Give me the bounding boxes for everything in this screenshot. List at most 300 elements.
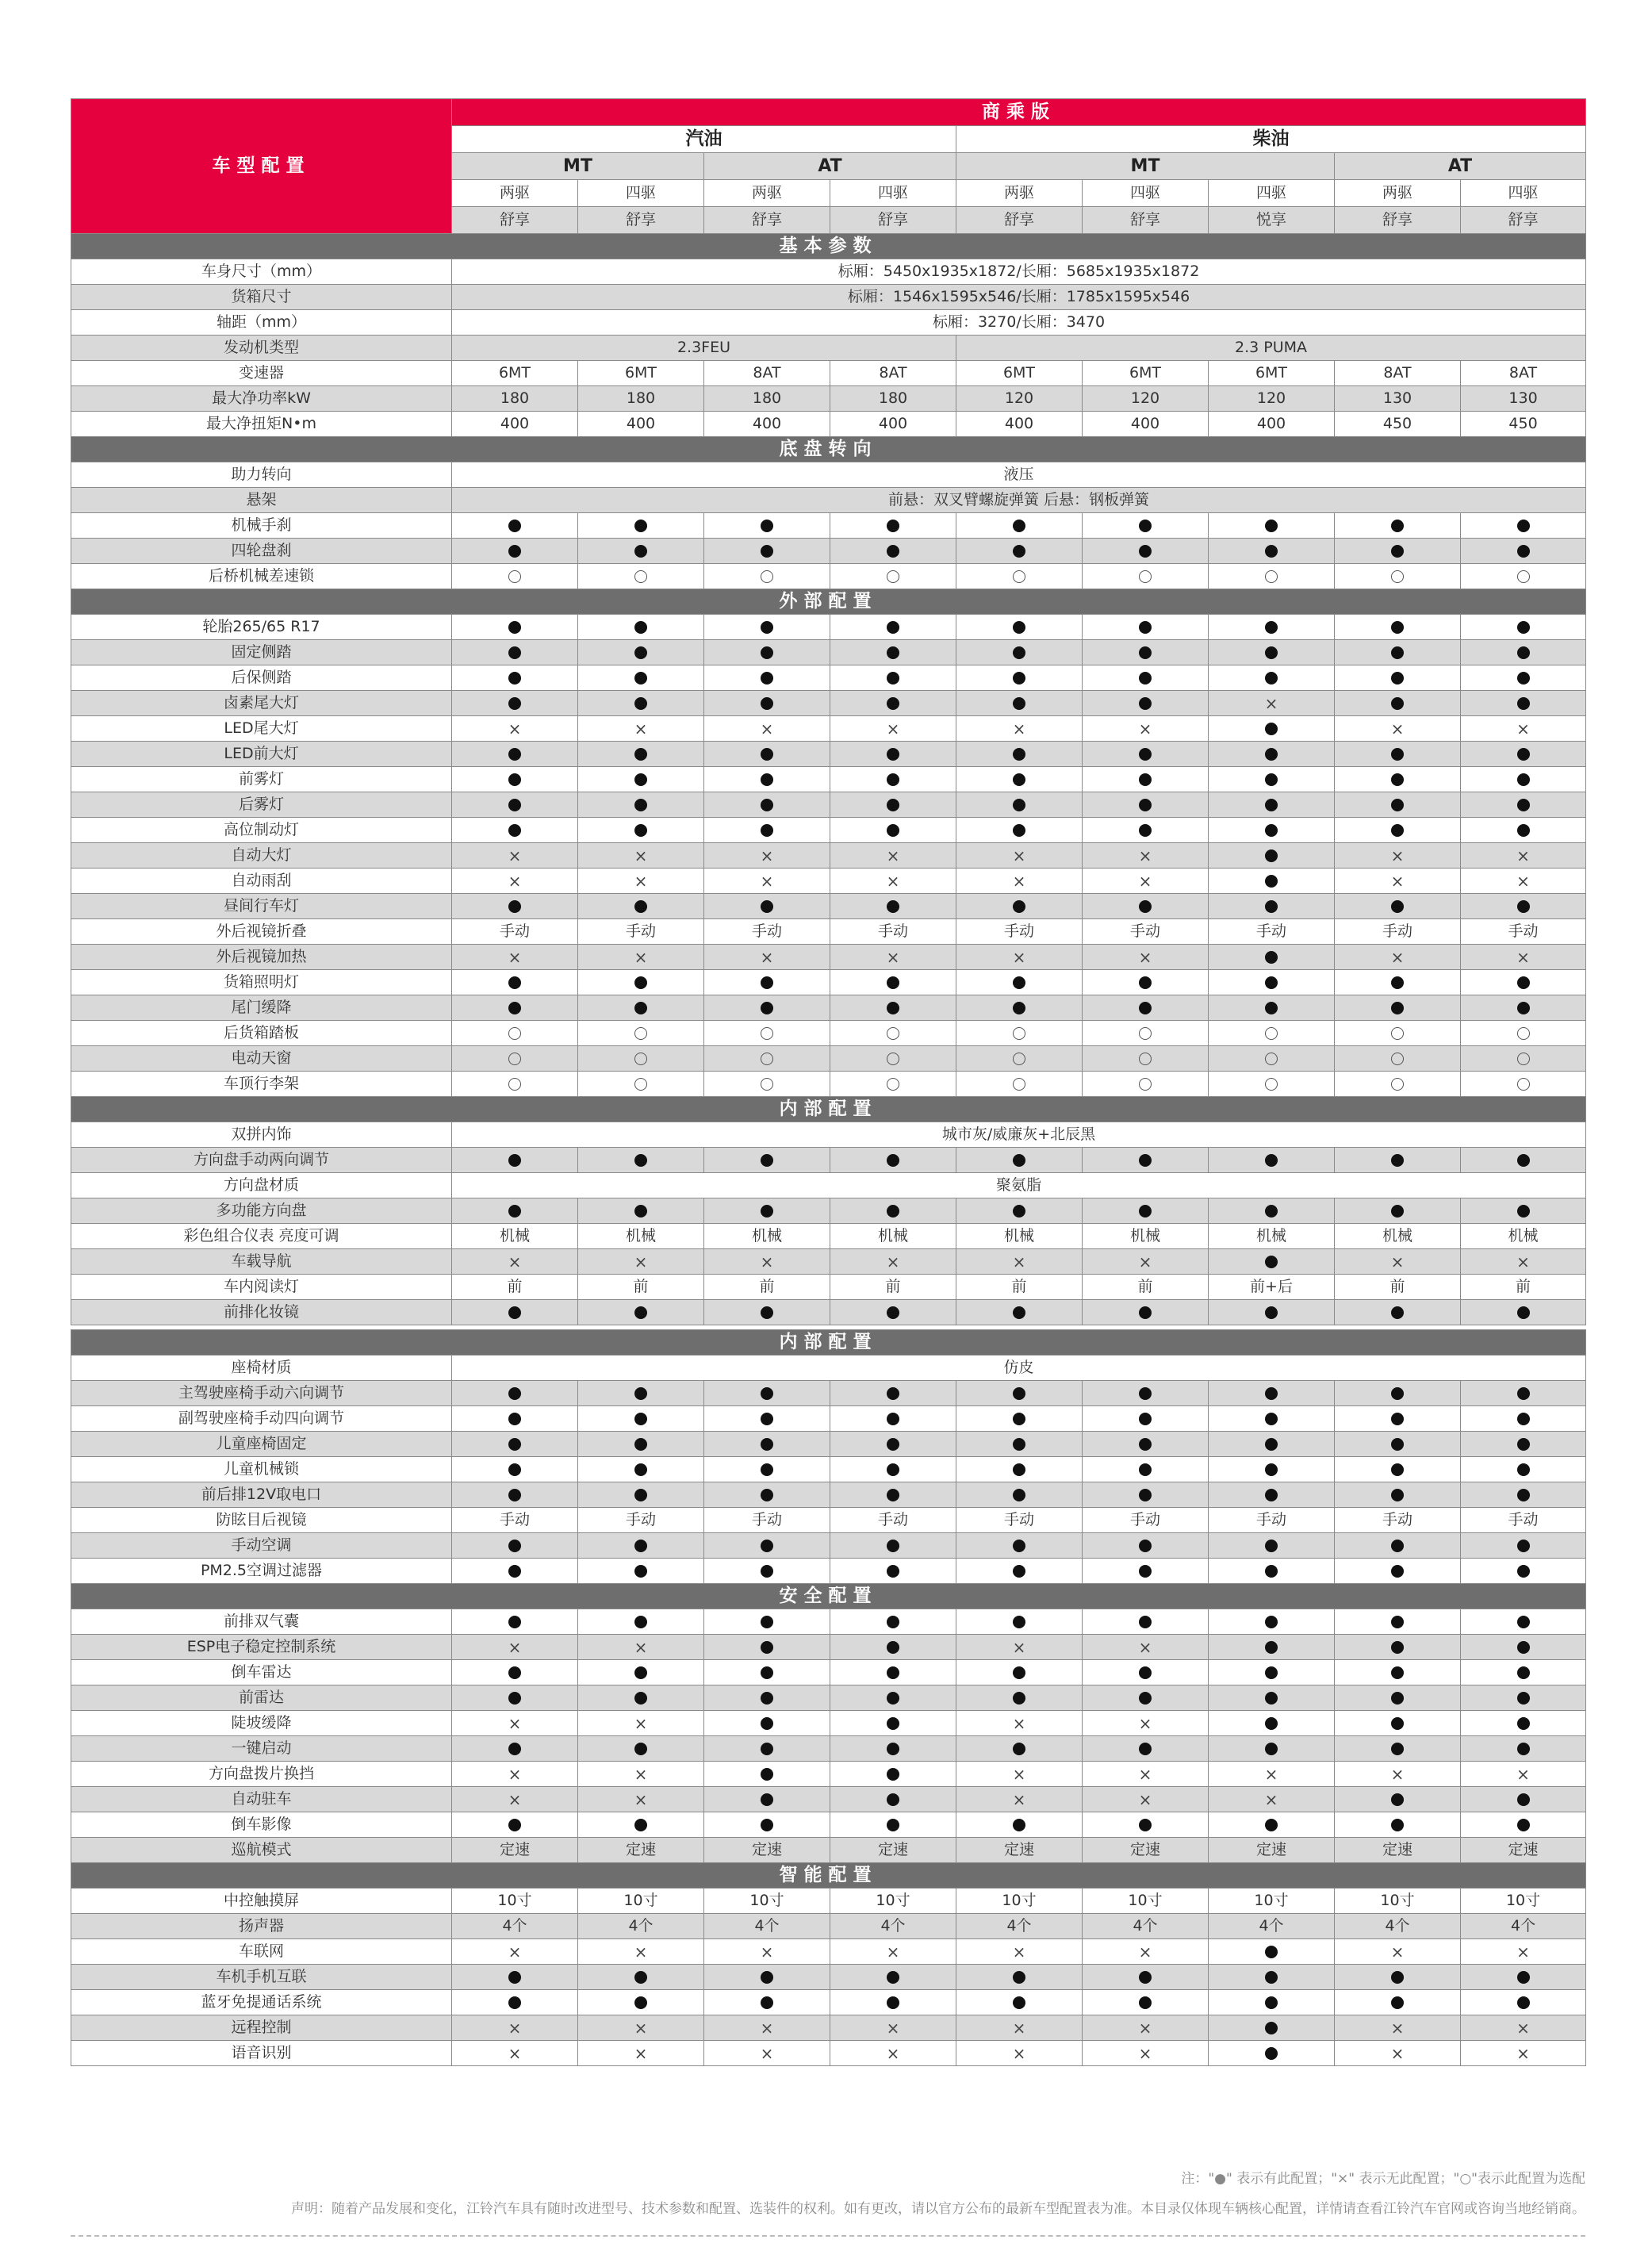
spec-value: 手动 — [1083, 1508, 1209, 1533]
spec-row — [71, 1021, 1586, 1046]
spec-row — [71, 412, 1586, 437]
cross-icon: × — [634, 947, 648, 967]
hollow-circle-icon — [761, 1027, 773, 1040]
filled-circle-icon — [634, 672, 647, 685]
filled-circle-icon — [761, 824, 773, 837]
spec-value — [1083, 945, 1209, 970]
filled-circle-icon — [887, 1002, 899, 1014]
spec-value — [1209, 1021, 1335, 1046]
cross-icon: × — [1138, 2018, 1152, 2038]
spec-value — [578, 1148, 704, 1173]
filled-circle-icon — [508, 1002, 521, 1014]
cross-icon: × — [1012, 846, 1026, 865]
spec-value — [1083, 1381, 1209, 1406]
filled-circle-icon — [508, 1413, 521, 1425]
spec-value — [452, 1812, 578, 1838]
spec-value — [830, 640, 956, 665]
filled-circle-icon — [1265, 545, 1278, 558]
spec-value — [1083, 1406, 1209, 1432]
filled-circle-icon — [761, 1692, 773, 1705]
spec-value: 6MT — [1083, 361, 1209, 386]
filled-circle-icon — [1139, 1616, 1152, 1628]
hollow-circle-icon — [1391, 1027, 1404, 1040]
filled-circle-icon — [634, 976, 647, 989]
spec-value — [704, 1609, 830, 1635]
spec-value — [830, 1635, 956, 1660]
spec-value: 6MT — [578, 361, 704, 386]
spec-value: 手动 — [452, 1508, 578, 1533]
spec-value — [452, 818, 578, 843]
spec-value: 180 — [452, 386, 578, 412]
filled-circle-icon — [1139, 1996, 1152, 2009]
spec-value — [704, 767, 830, 792]
spec-value — [1461, 1711, 1586, 1736]
filled-circle-icon — [1139, 824, 1152, 837]
filled-circle-icon — [508, 697, 521, 710]
spec-value — [704, 615, 830, 640]
filled-circle-icon — [1517, 900, 1530, 913]
spec-row — [71, 1148, 1586, 1173]
filled-circle-icon — [887, 1154, 899, 1167]
spec-value — [1209, 716, 1335, 742]
filled-circle-icon — [1265, 1002, 1278, 1014]
spec-value: 手动 — [452, 919, 578, 945]
cross-icon: × — [1390, 1764, 1405, 1784]
filled-circle-icon — [1391, 1413, 1404, 1425]
drive-header: 四驱 — [1209, 180, 1335, 207]
cross-icon: × — [1390, 846, 1405, 865]
spec-value — [578, 539, 704, 564]
filled-circle-icon — [761, 1205, 773, 1218]
spec-label: 变速器 — [71, 361, 452, 386]
spec-value: 10寸 — [1209, 1889, 1335, 1914]
spec-value — [704, 945, 830, 970]
spec-value — [830, 1609, 956, 1635]
spec-value: 手动 — [830, 1508, 956, 1533]
spec-label: LED尾大灯 — [71, 716, 452, 742]
spec-value: 手动 — [1461, 919, 1586, 945]
spec-value: 手动 — [578, 919, 704, 945]
section-title: 外部配置 — [71, 589, 1586, 615]
spec-row — [71, 1072, 1586, 1097]
spec-value — [956, 1457, 1083, 1482]
filled-circle-icon — [634, 1971, 647, 1984]
cross-icon: × — [1138, 1637, 1152, 1657]
spec-value — [1335, 2015, 1461, 2041]
filled-circle-icon — [1265, 1971, 1278, 1984]
spec-value — [704, 539, 830, 564]
filled-circle-icon — [1517, 1971, 1530, 1984]
spec-label: 外后视镜加热 — [71, 945, 452, 970]
spec-row — [71, 1300, 1586, 1325]
spec-row — [71, 945, 1586, 970]
filled-circle-icon — [1013, 824, 1025, 837]
spec-value: 4个 — [1083, 1914, 1209, 1939]
spec-value: 4个 — [452, 1914, 578, 1939]
spec-value — [1335, 767, 1461, 792]
filled-circle-icon — [1391, 1743, 1404, 1755]
filled-circle-icon — [1139, 520, 1152, 532]
filled-circle-icon — [508, 824, 521, 837]
filled-circle-icon — [761, 1616, 773, 1628]
spec-value — [578, 716, 704, 742]
spec-value — [704, 869, 830, 894]
spec-label: 儿童座椅固定 — [71, 1432, 452, 1457]
filled-circle-icon — [1139, 697, 1152, 710]
filled-circle-icon — [1391, 1666, 1404, 1679]
filled-circle-icon — [1391, 1438, 1404, 1451]
spec-value — [830, 894, 956, 919]
spec-value: 定速 — [1209, 1838, 1335, 1863]
spec-value — [830, 1072, 956, 1097]
hollow-circle-icon — [1517, 570, 1530, 583]
spec-value: 400 — [452, 412, 578, 437]
cross-icon: × — [1516, 947, 1530, 967]
spec-value — [704, 2015, 830, 2041]
spec-value — [578, 1021, 704, 1046]
spec-label: 双拼内饰 — [71, 1122, 452, 1148]
cross-icon: × — [1012, 1764, 1026, 1784]
filled-circle-icon — [761, 1743, 773, 1755]
spec-value — [1083, 615, 1209, 640]
spec-value — [1335, 1762, 1461, 1787]
spec-value — [1209, 665, 1335, 691]
spec-row — [71, 615, 1586, 640]
filled-circle-icon — [1139, 976, 1152, 989]
filled-circle-icon — [1391, 1717, 1404, 1730]
filled-circle-icon — [887, 1413, 899, 1425]
spec-value — [956, 1635, 1083, 1660]
spec-label: 手动空调 — [71, 1533, 452, 1559]
spec-label: 后货箱踏板 — [71, 1021, 452, 1046]
spec-value — [956, 1148, 1083, 1173]
spec-value — [830, 1533, 956, 1559]
filled-circle-icon — [508, 748, 521, 761]
cross-icon: × — [1264, 693, 1278, 713]
spec-value — [1209, 1812, 1335, 1838]
cross-icon: × — [634, 1252, 648, 1271]
spec-row — [71, 2041, 1586, 2066]
spec-value — [1335, 2041, 1461, 2066]
spec-value — [1209, 2015, 1335, 2041]
filled-circle-icon — [1265, 672, 1278, 685]
spec-value — [1083, 1787, 1209, 1812]
cross-icon: × — [508, 1252, 522, 1271]
filled-circle-icon — [1013, 1666, 1025, 1679]
spec-row — [71, 665, 1586, 691]
spec-value — [830, 818, 956, 843]
filled-circle-icon — [1517, 1666, 1530, 1679]
section-header — [71, 234, 1586, 259]
spec-value — [452, 843, 578, 869]
spec-row — [71, 691, 1586, 716]
spec-value — [956, 1300, 1083, 1325]
spec-value — [956, 1711, 1083, 1736]
spec-row — [71, 1762, 1586, 1787]
filled-circle-icon — [1139, 1413, 1152, 1425]
filled-circle-icon — [761, 799, 773, 811]
spec-value: 手动 — [830, 919, 956, 945]
spec-value — [1083, 564, 1209, 589]
cross-icon: × — [1138, 1252, 1152, 1271]
spec-value — [1461, 970, 1586, 995]
spec-value — [578, 1736, 704, 1762]
spec-value-span: 标厢：1546x1595x546/长厢：1785x1595x546 — [452, 285, 1586, 310]
filled-circle-icon — [761, 773, 773, 786]
spec-value — [956, 1609, 1083, 1635]
filled-circle-icon — [887, 697, 899, 710]
spec-value — [578, 1812, 704, 1838]
spec-value — [452, 1533, 578, 1559]
filled-circle-icon — [1265, 1256, 1278, 1268]
filled-circle-icon — [1391, 1616, 1404, 1628]
spec-label: 前雾灯 — [71, 767, 452, 792]
spec-value — [1335, 640, 1461, 665]
spec-row — [71, 970, 1586, 995]
filled-circle-icon — [1265, 646, 1278, 659]
filled-circle-icon — [634, 1743, 647, 1755]
filled-circle-icon — [887, 976, 899, 989]
spec-label: 自动雨刮 — [71, 869, 452, 894]
filled-circle-icon — [1517, 1692, 1530, 1705]
spec-row — [71, 2015, 1586, 2041]
filled-circle-icon — [1391, 672, 1404, 685]
spec-value — [452, 945, 578, 970]
spec-value — [578, 615, 704, 640]
hollow-circle-icon — [1013, 1027, 1025, 1040]
spec-value — [956, 2041, 1083, 2066]
spec-value — [956, 869, 1083, 894]
spec-value — [956, 945, 1083, 970]
spec-value — [1209, 894, 1335, 919]
spec-value — [578, 1533, 704, 1559]
spec-value — [830, 615, 956, 640]
spec-label: 副驾驶座椅手动四向调节 — [71, 1406, 452, 1432]
filled-circle-icon — [1013, 646, 1025, 659]
hollow-circle-icon — [1391, 570, 1404, 583]
spec-value — [1461, 2041, 1586, 2066]
spec-value — [1335, 1685, 1461, 1711]
spec-value: 手动 — [1083, 919, 1209, 945]
spec-value — [956, 691, 1083, 716]
spec-value — [452, 1148, 578, 1173]
cross-icon: × — [1138, 719, 1152, 738]
spec-label: 机械手刹 — [71, 513, 452, 539]
spec-value: 120 — [956, 386, 1083, 412]
spec-value: 10寸 — [1083, 1889, 1209, 1914]
spec-value: 定速 — [1335, 1838, 1461, 1863]
spec-value: 机械 — [1209, 1224, 1335, 1249]
spec-value — [956, 894, 1083, 919]
spec-value — [956, 792, 1083, 818]
filled-circle-icon — [761, 1717, 773, 1730]
filled-circle-icon — [1139, 1743, 1152, 1755]
section-title: 智能配置 — [71, 1863, 1586, 1889]
spec-row — [71, 1812, 1586, 1838]
cross-icon: × — [1012, 871, 1026, 891]
section-header — [71, 437, 1586, 462]
filled-circle-icon — [1517, 621, 1530, 634]
spec-value: 8AT — [704, 361, 830, 386]
spec-value — [830, 792, 956, 818]
cross-icon: × — [634, 871, 648, 891]
spec-value — [1461, 1736, 1586, 1762]
filled-circle-icon — [887, 1438, 899, 1451]
spec-value — [830, 691, 956, 716]
spec-value — [1461, 818, 1586, 843]
filled-circle-icon — [887, 1565, 899, 1578]
spec-row — [71, 462, 1586, 488]
spec-value — [1209, 1432, 1335, 1457]
spec-row — [71, 1432, 1586, 1457]
spec-value: 10寸 — [1335, 1889, 1461, 1914]
spec-value — [452, 792, 578, 818]
spec-label: 车顶行李架 — [71, 1072, 452, 1097]
spec-row — [71, 894, 1586, 919]
spec-value — [704, 1965, 830, 1990]
spec-row — [71, 1198, 1586, 1224]
filled-circle-icon — [1517, 672, 1530, 685]
trim-header: 舒享 — [578, 207, 704, 234]
trim-header: 舒享 — [830, 207, 956, 234]
section-title: 基本参数 — [71, 234, 1586, 259]
filled-circle-icon — [1517, 1616, 1530, 1628]
spec-value — [1209, 1711, 1335, 1736]
filled-circle-icon — [508, 672, 521, 685]
spec-value: 4个 — [578, 1914, 704, 1939]
filled-circle-icon — [761, 1819, 773, 1831]
spec-value — [830, 1482, 956, 1508]
filled-circle-icon — [634, 1413, 647, 1425]
hollow-circle-icon — [508, 1053, 521, 1065]
cross-icon: × — [508, 1637, 522, 1657]
filled-circle-icon — [887, 1666, 899, 1679]
filled-circle-icon — [1139, 545, 1152, 558]
spec-value — [956, 818, 1083, 843]
spec-value — [956, 995, 1083, 1021]
cross-icon: × — [508, 719, 522, 738]
filled-circle-icon — [761, 1641, 773, 1654]
spec-value — [452, 1198, 578, 1224]
filled-circle-icon — [887, 1692, 899, 1705]
cross-icon: × — [760, 2018, 774, 2038]
filled-circle-icon — [1265, 2047, 1278, 2060]
spec-label: ESP电子稳定控制系统 — [71, 1635, 452, 1660]
filled-circle-icon — [1391, 621, 1404, 634]
spec-value — [1335, 1812, 1461, 1838]
filled-circle-icon — [761, 900, 773, 913]
cross-icon: × — [634, 719, 648, 738]
spec-value — [830, 1965, 956, 1990]
spec-value: 130 — [1335, 386, 1461, 412]
hollow-circle-icon — [508, 570, 521, 583]
spec-value — [704, 716, 830, 742]
spec-value — [830, 995, 956, 1021]
spec-value — [704, 1990, 830, 2015]
spec-row — [71, 1990, 1586, 2015]
hollow-circle-icon — [1391, 1053, 1404, 1065]
spec-row — [71, 995, 1586, 1021]
hollow-circle-icon — [761, 570, 773, 583]
spec-value — [578, 640, 704, 665]
spec-value: 10寸 — [956, 1889, 1083, 1914]
filled-circle-icon — [508, 1489, 521, 1501]
filled-circle-icon — [1517, 1540, 1530, 1552]
filled-circle-icon — [1265, 849, 1278, 862]
spec-row — [71, 310, 1586, 336]
spec-row — [71, 539, 1586, 564]
filled-circle-icon — [1265, 1463, 1278, 1476]
filled-circle-icon — [634, 824, 647, 837]
filled-circle-icon — [1265, 621, 1278, 634]
hollow-circle-icon — [1139, 1027, 1152, 1040]
filled-circle-icon — [634, 621, 647, 634]
spec-value — [1335, 1660, 1461, 1685]
spec-value: 8AT — [1335, 361, 1461, 386]
spec-value — [704, 818, 830, 843]
spec-value — [1083, 1198, 1209, 1224]
filled-circle-icon — [634, 1205, 647, 1218]
cross-icon: × — [508, 871, 522, 891]
section-title: 安全配置 — [71, 1584, 1586, 1609]
spec-value-span: 城市灰/威廉灰+北辰黑 — [452, 1122, 1586, 1148]
spec-value — [1335, 665, 1461, 691]
spec-row — [71, 1122, 1586, 1148]
filled-circle-icon — [1013, 1306, 1025, 1319]
spec-row — [71, 1736, 1586, 1762]
spec-label: 防眩目后视镜 — [71, 1508, 452, 1533]
spec-value — [452, 615, 578, 640]
spec-value — [1083, 767, 1209, 792]
filled-circle-icon — [887, 646, 899, 659]
spec-value — [704, 1685, 830, 1711]
spec-value — [1083, 1046, 1209, 1072]
spec-row — [71, 1046, 1586, 1072]
filled-circle-icon — [1013, 1819, 1025, 1831]
spec-value — [704, 1021, 830, 1046]
spec-value — [1461, 1635, 1586, 1660]
cross-icon: × — [1138, 871, 1152, 891]
spec-value: 120 — [1083, 386, 1209, 412]
spec-value — [578, 1457, 704, 1482]
spec-value: 4个 — [830, 1914, 956, 1939]
spec-label: 货箱尺寸 — [71, 285, 452, 310]
section-header — [71, 1097, 1586, 1122]
spec-value — [1209, 1046, 1335, 1072]
spec-value — [1461, 1249, 1586, 1275]
spec-value — [1083, 1635, 1209, 1660]
filled-circle-icon — [1391, 1489, 1404, 1501]
spec-value — [704, 1559, 830, 1584]
spec-value — [1209, 1787, 1335, 1812]
spec-value: 前 — [1335, 1275, 1461, 1300]
spec-label: 车机手机互联 — [71, 1965, 452, 1990]
spec-value — [1209, 513, 1335, 539]
cross-icon: × — [508, 1942, 522, 1961]
cross-icon: × — [760, 846, 774, 865]
spec-value — [1335, 1939, 1461, 1965]
filled-circle-icon — [1139, 1002, 1152, 1014]
spec-value — [1461, 767, 1586, 792]
spec-value: 400 — [1209, 412, 1335, 437]
cross-icon: × — [1012, 1713, 1026, 1733]
spec-row — [71, 361, 1586, 386]
spec-value — [956, 1406, 1083, 1432]
spec-value — [1083, 1660, 1209, 1685]
filled-circle-icon — [1265, 900, 1278, 913]
spec-value — [956, 1046, 1083, 1072]
spec-label: 电动天窗 — [71, 1046, 452, 1072]
